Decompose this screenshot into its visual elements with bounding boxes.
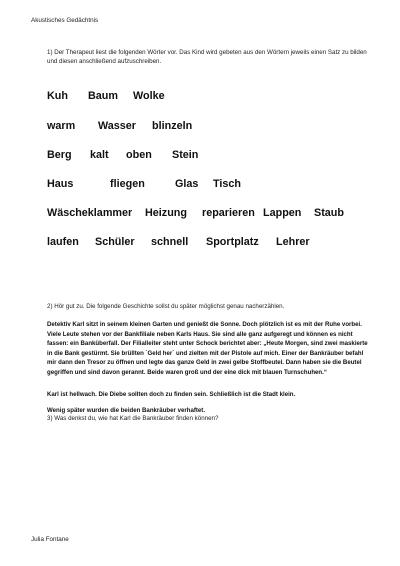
word-row-1 bbox=[47, 90, 377, 106]
story-paragraph-2 bbox=[47, 390, 372, 400]
task-3-question: 3) Was denkst du, wie hat Karl die Bankräuber finden können? bbox=[47, 415, 219, 422]
story-text: Karl ist hellwach. Die Diebe sollten doch zu finden sein. Schließlich ist die Stadt klein. bbox=[47, 391, 296, 398]
word: Wasser bbox=[98, 120, 137, 132]
word: Schüler bbox=[95, 236, 135, 248]
word: Sportplatz bbox=[206, 236, 259, 248]
word: Haus bbox=[47, 178, 74, 190]
word: laufen bbox=[47, 236, 79, 248]
word-row-4 bbox=[47, 178, 377, 194]
story-text: Wenig später wurden die beiden Bankräuber verhaftet. bbox=[47, 407, 206, 414]
word: Wolke bbox=[133, 90, 165, 102]
word: Glas bbox=[175, 178, 199, 190]
word: blinzeln bbox=[152, 120, 193, 132]
word: Lappen bbox=[263, 207, 302, 219]
word: warm bbox=[47, 120, 76, 132]
word: kalt bbox=[90, 149, 109, 161]
task-1-instruction: 1) Der Therapeut liest die folgenden Wörter vor. Das Kind wird gebeten aus den Wörtern jeweils einen Satz zu bilden und diesen anschließend aufzuschreiben. bbox=[47, 49, 367, 65]
page-footer-author: Julia Fontane bbox=[31, 536, 69, 543]
word-row-6 bbox=[47, 236, 377, 252]
word: Tisch bbox=[213, 178, 242, 190]
word: fliegen bbox=[110, 178, 145, 190]
word: reparieren bbox=[202, 207, 255, 219]
word-row-3 bbox=[47, 149, 377, 165]
story-paragraph-1 bbox=[47, 320, 372, 378]
word: Kuh bbox=[47, 90, 68, 102]
story-text: Detektiv Karl sitzt in seinem kleinen Garten und genießt die Sonne. Doch plötzlich ist es mit der Ruhe vorbei. Viele Leute stehen vor der Bankfiliale neben Karls Haus. Sie sind alle ganz aufgeregt und können es nicht fassen: ein Banküberfall. Der Filialleiter steht unter Schock berichtet aber: „Heute Morgen, sind zwei maskierte in die Bank gestürmt. Sie brüllten `Geld her` und zielten mit der Pistole auf mich. Einer der Bankräuber befahl mir dann den Tresor zu öffnen und legte das ganze Geld in zwei gelbe Stoffbeutel. Dann haben sie die Beutel gegriffen und sind davon gerannt. Beide waren groß und der eine dick mit blauen Turnschuhen.“ bbox=[47, 321, 368, 376]
word: Wäscheklammer bbox=[47, 207, 133, 219]
page-header-title: Akustisches Gedächtnis bbox=[31, 17, 99, 24]
word: Stein bbox=[172, 149, 199, 161]
word-row-2 bbox=[47, 120, 377, 136]
word-row-5 bbox=[47, 207, 377, 223]
word: Staub bbox=[314, 207, 344, 219]
word: schnell bbox=[151, 236, 189, 248]
word: oben bbox=[126, 149, 152, 161]
word: Lehrer bbox=[276, 236, 310, 248]
word: Baum bbox=[88, 90, 118, 102]
word: Berg bbox=[47, 149, 72, 161]
task-2-instruction: 2) Hör gut zu. Die folgende Geschichte sollst du später möglichst genau nacherzählen. bbox=[47, 303, 285, 310]
word: Heizung bbox=[145, 207, 187, 219]
